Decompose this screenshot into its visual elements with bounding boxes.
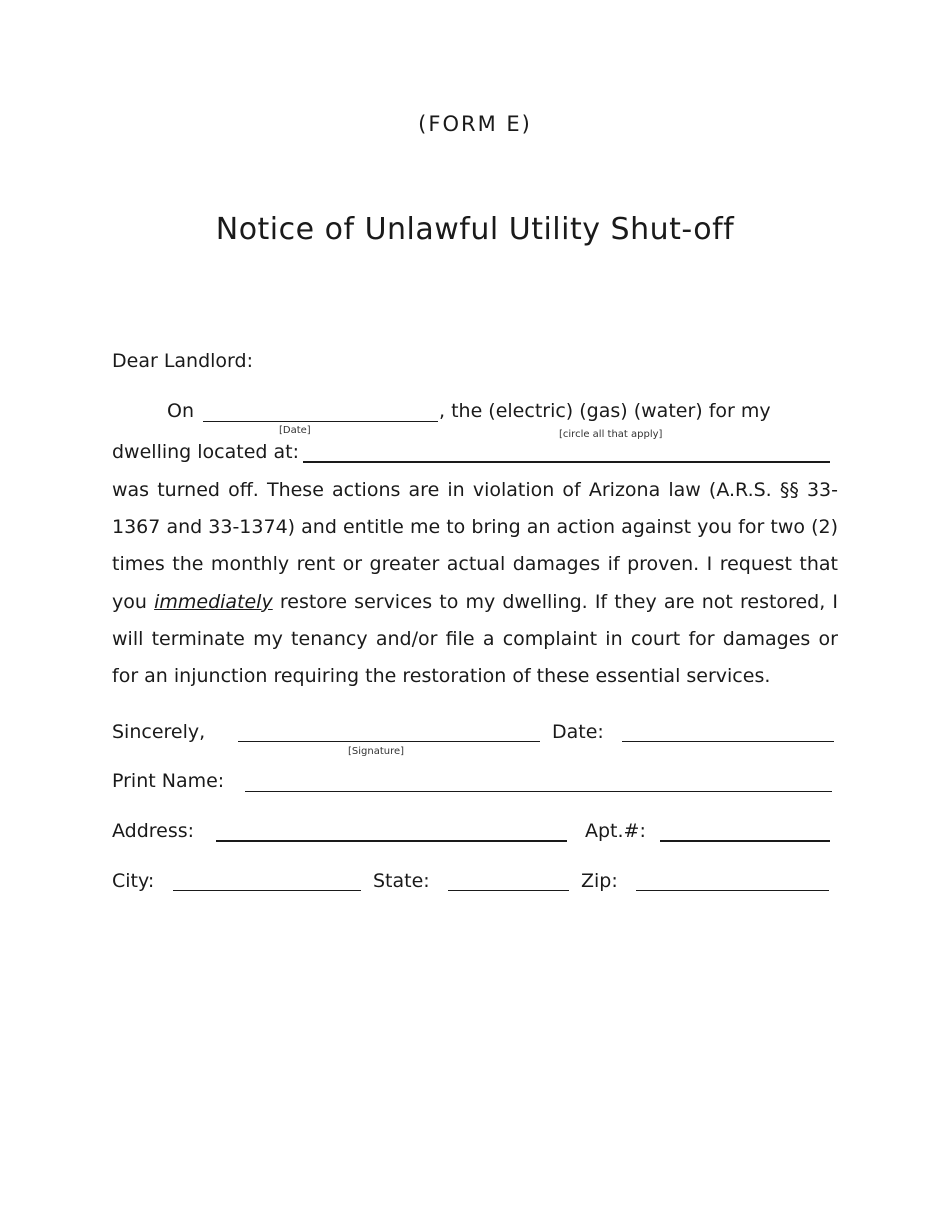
apt-label: Apt.#: xyxy=(585,820,646,842)
paragraph-emphasis: immediately xyxy=(154,590,273,613)
print-name-label: Print Name: xyxy=(112,770,225,792)
date-label: Date: xyxy=(552,721,604,743)
print-name-line[interactable] xyxy=(245,791,832,792)
signature-date-line[interactable] xyxy=(622,741,834,742)
address-line[interactable] xyxy=(216,840,567,842)
notice-paragraph xyxy=(112,472,838,695)
date-blank-line[interactable] xyxy=(203,421,438,422)
state-label: State: xyxy=(373,870,430,892)
paragraph-part2: restore services to my dwelling. If they are not restored, I will terminate my tenancy and/or file a complaint in court for damages or for an injunction requiring the restoration of these essential services. xyxy=(112,590,838,688)
form-label: (FORM E) xyxy=(418,112,532,136)
city-label: City: xyxy=(112,870,155,892)
salutation: Dear Landlord: xyxy=(112,350,253,372)
dwelling-address-line[interactable] xyxy=(303,461,830,463)
city-line[interactable] xyxy=(173,890,361,891)
state-line[interactable] xyxy=(448,890,569,891)
address-label: Address: xyxy=(112,820,195,842)
paragraph-part1: was turned off. These actions are in violation of Arizona law (A.R.S. §§ 33-1367 and 33-1374) and entitle me to bring an action against you for two (2) times the monthly rent or greater actual damages if proven. I request that you xyxy=(112,479,838,613)
date-note: [Date] xyxy=(279,425,311,436)
signature-line[interactable] xyxy=(238,741,540,742)
signature-note: [Signature] xyxy=(348,746,405,757)
page-title: Notice of Unlawful Utility Shut-off xyxy=(215,212,735,247)
dwelling-label: dwelling located at: xyxy=(112,441,299,463)
on-label: On xyxy=(167,400,194,422)
utility-text: , the (electric) (gas) (water) for my xyxy=(439,400,771,422)
zip-label: Zip: xyxy=(581,870,618,892)
circle-note: [circle all that apply] xyxy=(559,429,663,440)
sincerely-label: Sincerely, xyxy=(112,721,206,743)
apt-line[interactable] xyxy=(660,840,830,842)
zip-line[interactable] xyxy=(636,890,829,891)
